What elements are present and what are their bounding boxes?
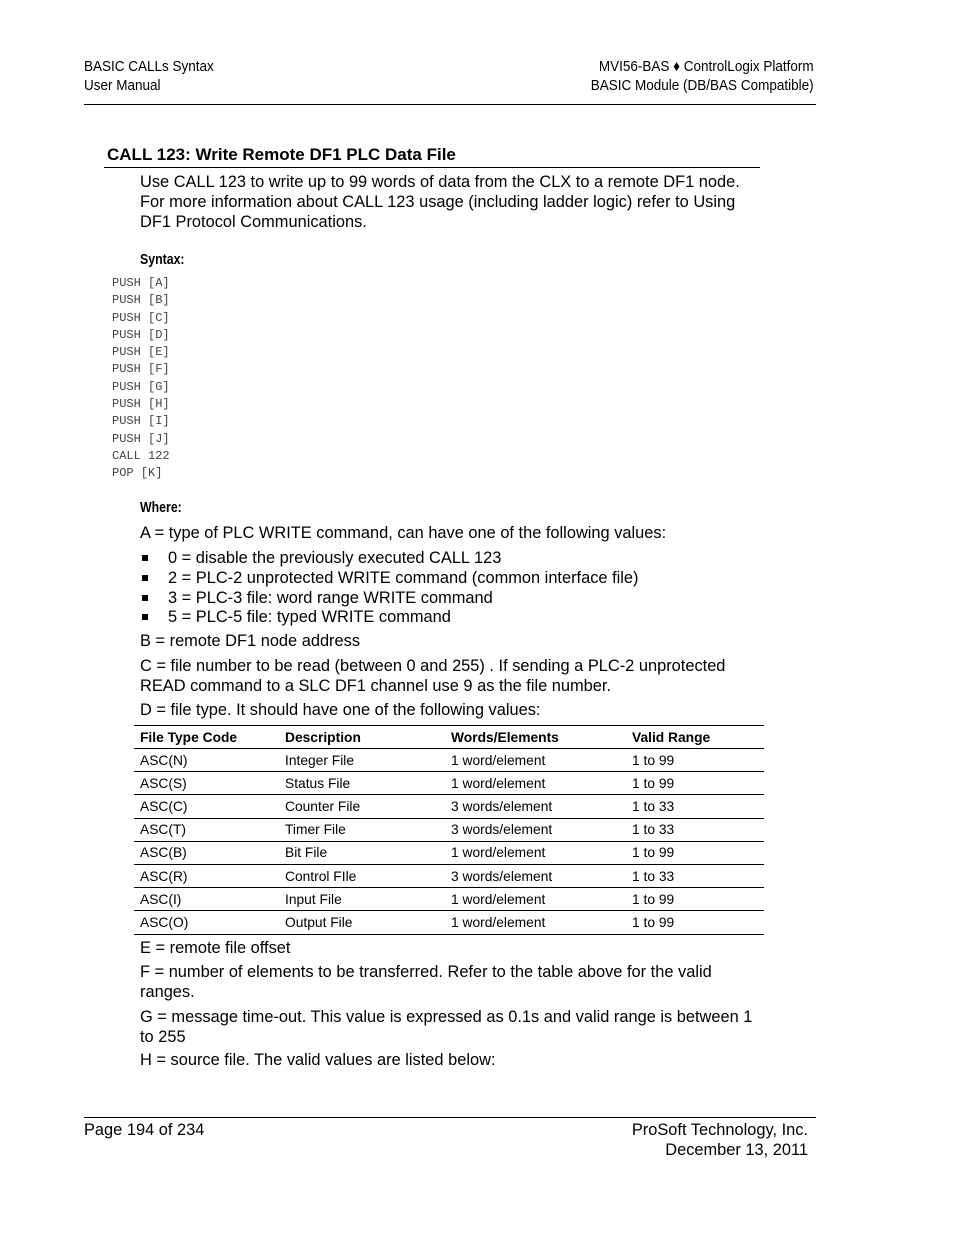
footer-right — [632, 1120, 808, 1160]
table-cell: Timer File — [279, 818, 445, 841]
code-line: PUSH [F] — [112, 362, 170, 377]
param-c-description: C = file number to be read (between 0 and 255) . If sending a PLC-2 unprotected READ command to a SLC DF1 channel use 9 as the file number. — [140, 657, 726, 695]
table-row — [134, 911, 764, 934]
code-line: PUSH [C] — [112, 310, 170, 325]
bullet-square-icon — [142, 614, 148, 620]
header-module-name: BASIC Module (DB/BAS Compatible) — [591, 77, 814, 94]
table-cell: Control FIle — [279, 864, 445, 887]
table-row — [134, 841, 764, 864]
code-line: PUSH [J] — [112, 431, 170, 446]
where-heading: Where: — [140, 500, 182, 516]
table-cell: 3 words/element — [445, 795, 626, 818]
table-cell: ASC(R) — [134, 864, 279, 887]
param-a-description: A = type of PLC WRITE command, can have one of the following values: — [140, 524, 667, 542]
section-title-underline — [104, 167, 760, 168]
table-cell: 1 to 33 — [626, 864, 764, 887]
section-title: CALL 123: Write Remote DF1 PLC Data File — [107, 145, 456, 164]
table-cell: ASC(S) — [134, 772, 279, 795]
header-divider — [84, 104, 816, 105]
table-cell: 1 to 99 — [626, 911, 764, 934]
param-f-description: F = number of elements to be transferred. Refer to the table above for the valid ranges. — [140, 963, 712, 1001]
table-cell: ASC(I) — [134, 888, 279, 911]
list-item: 2 = PLC-2 unprotected WRITE command (common interface file) — [140, 568, 639, 588]
param-d-description: D = file type. It should have one of the following values: — [140, 701, 541, 719]
table-cell: 1 to 99 — [626, 772, 764, 795]
table-cell: ASC(C) — [134, 795, 279, 818]
param-h-description: H = source file. The valid values are listed below: — [140, 1051, 496, 1069]
table-cell: Status File — [279, 772, 445, 795]
table-row — [134, 818, 764, 841]
table-cell: 3 words/element — [445, 864, 626, 887]
table-cell: 1 to 99 — [626, 841, 764, 864]
header-document-type: User Manual — [84, 77, 161, 94]
table-cell: 1 to 99 — [626, 888, 764, 911]
table-row — [134, 749, 764, 772]
table-cell: 1 word/element — [445, 749, 626, 772]
table-cell: 3 words/element — [445, 818, 626, 841]
table-row — [134, 864, 764, 887]
table-cell: Counter File — [279, 795, 445, 818]
footer-date: December 13, 2011 — [665, 1141, 808, 1159]
code-line: PUSH [E] — [112, 345, 170, 360]
code-line: PUSH [B] — [112, 293, 170, 308]
header-section-name: BASIC CALLs Syntax — [84, 58, 214, 75]
running-header-left — [84, 57, 214, 95]
code-line: CALL 122 — [112, 448, 170, 463]
code-line: PUSH [D] — [112, 327, 170, 342]
list-item: 3 = PLC-3 file: word range WRITE command — [140, 588, 639, 608]
param-a-value-list — [140, 548, 639, 627]
code-line: PUSH [I] — [112, 414, 170, 429]
code-line: PUSH [H] — [112, 397, 170, 412]
column-header-file-type-code: File Type Code — [134, 726, 279, 749]
syntax-heading: Syntax: — [140, 252, 185, 268]
table-cell: 1 to 33 — [626, 795, 764, 818]
page-number: Page 194 of 234 — [84, 1121, 205, 1139]
footer-divider — [84, 1117, 816, 1118]
bullet-square-icon — [142, 575, 148, 581]
table-cell: ASC(O) — [134, 911, 279, 934]
param-g-description: G = message time-out. This value is expressed as 0.1s and valid range is between 1 to 255 — [140, 1008, 753, 1046]
table-cell: ASC(B) — [134, 841, 279, 864]
param-e-description: E = remote file offset — [140, 939, 291, 957]
bullet-square-icon — [142, 555, 148, 561]
intro-paragraph: Use CALL 123 to write up to 99 words of data from the CLX to a remote DF1 node. For more information about CALL 123 usage (including ladder logic) refer to Using DF1 Protocol Communications. — [140, 173, 740, 231]
table-row — [134, 795, 764, 818]
table-cell: Integer File — [279, 749, 445, 772]
table-cell: ASC(T) — [134, 818, 279, 841]
table-header-row — [134, 726, 764, 749]
bullet-square-icon — [142, 595, 148, 601]
table-cell: ASC(N) — [134, 749, 279, 772]
table-cell: 1 to 99 — [626, 749, 764, 772]
column-header-words-elements: Words/Elements — [445, 726, 626, 749]
column-header-valid-range: Valid Range — [626, 726, 764, 749]
footer-company: ProSoft Technology, Inc. — [631, 1121, 808, 1139]
table-cell: 1 word/element — [445, 841, 626, 864]
syntax-code-block — [112, 275, 170, 483]
table-cell: 1 word/element — [445, 772, 626, 795]
list-item: 0 = disable the previously executed CALL 123 — [140, 548, 639, 568]
code-line: PUSH [A] — [112, 276, 170, 290]
table-cell: Bit File — [279, 841, 445, 864]
table-cell: 1 word/element — [445, 911, 626, 934]
table-cell: 1 to 33 — [626, 818, 764, 841]
running-header-right — [591, 57, 814, 95]
file-type-table — [134, 725, 764, 935]
table-cell: 1 word/element — [445, 888, 626, 911]
param-b-description: B = remote DF1 node address — [140, 632, 361, 650]
code-line: POP [K] — [112, 466, 163, 481]
table-row — [134, 772, 764, 795]
column-header-description: Description — [279, 726, 445, 749]
table-cell: Input File — [279, 888, 445, 911]
table-row — [134, 888, 764, 911]
table-cell: Output File — [279, 911, 445, 934]
header-product-name: MVI56-BAS ♦ ControlLogix Platform — [599, 58, 814, 75]
code-line: PUSH [G] — [112, 379, 170, 394]
list-item: 5 = PLC-5 file: typed WRITE command — [140, 607, 639, 627]
